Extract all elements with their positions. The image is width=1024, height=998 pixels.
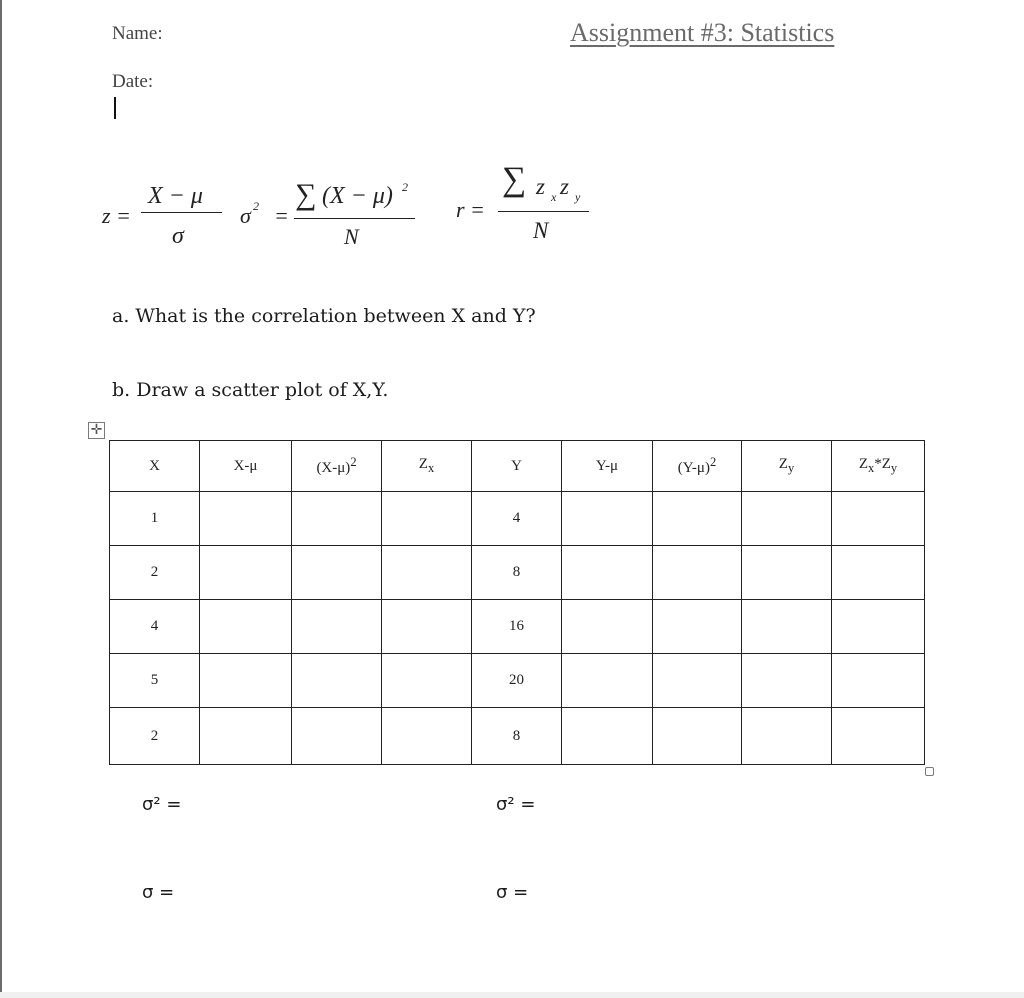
variance-lhs-exponent: 2: [253, 199, 259, 213]
cell-y-minus-mu[interactable]: [562, 600, 653, 654]
z-lhs: z =: [102, 203, 131, 228]
cell-y-minus-mu-squared[interactable]: [653, 708, 742, 765]
cell-zx[interactable]: [382, 492, 472, 546]
cell-zx-times-zy[interactable]: [832, 600, 925, 654]
x-sd-label: σ =: [142, 882, 175, 903]
r-sub-x: x: [551, 190, 557, 204]
z-numerator: X − μ: [148, 183, 203, 209]
cell-x[interactable]: 2: [110, 546, 200, 600]
question-b: b. Draw a scatter plot of X,Y.: [112, 379, 389, 401]
header-zx: $Z_x$: [382, 441, 472, 492]
cell-zy[interactable]: [742, 708, 832, 765]
cell-x-minus-mu-squared[interactable]: [292, 546, 382, 600]
cell-x[interactable]: 4: [110, 600, 200, 654]
statistics-table: [109, 440, 925, 765]
cell-y-minus-mu[interactable]: [562, 492, 653, 546]
table-row: [110, 654, 925, 708]
cell-x-minus-mu[interactable]: [200, 600, 292, 654]
cell-y-minus-mu[interactable]: [562, 546, 653, 600]
y-variance-label: σ² =: [496, 794, 536, 815]
cell-y[interactable]: 4: [472, 492, 562, 546]
r-sum-symbol: ∑: [502, 161, 527, 198]
cell-x-minus-mu[interactable]: [200, 492, 292, 546]
cell-y-minus-mu-squared[interactable]: [653, 492, 742, 546]
table-resize-handle[interactable]: [925, 767, 934, 776]
cell-zy[interactable]: [742, 492, 832, 546]
cell-y-minus-mu-squared[interactable]: [653, 546, 742, 600]
table-row: [110, 708, 925, 765]
cell-zy[interactable]: [742, 654, 832, 708]
cell-zx-times-zy[interactable]: [832, 546, 925, 600]
table-row: [110, 546, 925, 600]
cell-x-minus-mu-squared[interactable]: [292, 708, 382, 765]
cell-y-minus-mu[interactable]: [562, 708, 653, 765]
cell-y[interactable]: 16: [472, 600, 562, 654]
r-sub-y: y: [575, 190, 581, 204]
cell-y-minus-mu-squared[interactable]: [653, 600, 742, 654]
question-a: a. What is the correlation between X and Y?: [112, 305, 536, 327]
cell-x-minus-mu-squared[interactable]: [292, 654, 382, 708]
cell-x-minus-mu-squared[interactable]: [292, 492, 382, 546]
cell-zx-times-zy[interactable]: [832, 708, 925, 765]
cell-y[interactable]: 20: [472, 654, 562, 708]
page-bottom-edge: [0, 992, 1024, 998]
date-label: Date:: [112, 71, 154, 92]
cell-x-minus-mu[interactable]: [200, 546, 292, 600]
cell-y[interactable]: 8: [472, 546, 562, 600]
y-sd-label: σ =: [496, 882, 529, 903]
header-x-minus-mu: X-μ: [200, 441, 292, 492]
cell-zy[interactable]: [742, 546, 832, 600]
cell-x[interactable]: 2: [110, 708, 200, 765]
cell-y-minus-mu[interactable]: [562, 654, 653, 708]
variance-numerator: (X − μ): [322, 183, 393, 209]
cell-zx-times-zy[interactable]: [832, 492, 925, 546]
header-y: Y: [472, 441, 562, 492]
cell-y-minus-mu-squared[interactable]: [653, 654, 742, 708]
table-row: [110, 600, 925, 654]
cell-x[interactable]: 5: [110, 654, 200, 708]
variance-sum-symbol: ∑: [295, 178, 317, 211]
r-fraction-bar: [498, 211, 589, 212]
move-icon[interactable]: ✛: [88, 422, 105, 439]
variance-denominator: N: [344, 224, 359, 249]
variance-fraction-bar: [294, 218, 415, 219]
header-zy: $Z_y$: [742, 441, 832, 492]
variance-equals: =: [274, 203, 289, 228]
r-z2: z: [560, 174, 569, 199]
cell-zx[interactable]: [382, 600, 472, 654]
cell-zy[interactable]: [742, 600, 832, 654]
table-row: [110, 492, 925, 546]
cell-zx-times-zy[interactable]: [832, 654, 925, 708]
cell-x-minus-mu[interactable]: [200, 654, 292, 708]
cell-zx[interactable]: [382, 654, 472, 708]
variance-numerator-exponent: 2: [402, 180, 408, 194]
header-x: X: [110, 441, 200, 492]
r-denominator: N: [533, 218, 549, 243]
r-lhs: r =: [456, 197, 485, 222]
header-x-minus-mu-squared: $(X-\mu)^2$: [292, 441, 382, 492]
header-zx-times-zy: $Z_x*Z_y$: [832, 441, 925, 492]
cell-zx[interactable]: [382, 708, 472, 765]
z-fraction-bar: [141, 212, 222, 213]
cell-x-minus-mu-squared[interactable]: [292, 600, 382, 654]
document-title: Assignment #3: Statistics: [570, 18, 835, 47]
z-denominator: σ: [172, 223, 184, 249]
r-z1: z: [536, 174, 545, 199]
cell-y[interactable]: 8: [472, 708, 562, 765]
name-label: Name:: [112, 23, 163, 44]
table-header-row: [110, 441, 925, 492]
x-variance-label: σ² =: [142, 794, 182, 815]
cell-zx[interactable]: [382, 546, 472, 600]
variance-lhs: σ: [240, 203, 251, 228]
cell-x[interactable]: 1: [110, 492, 200, 546]
text-cursor: [114, 97, 116, 119]
header-y-minus-mu-squared: $(Y-\mu)^2$: [653, 441, 742, 492]
header-y-minus-mu: Y-μ: [562, 441, 653, 492]
cell-x-minus-mu[interactable]: [200, 708, 292, 765]
page-left-border: [0, 0, 2, 998]
